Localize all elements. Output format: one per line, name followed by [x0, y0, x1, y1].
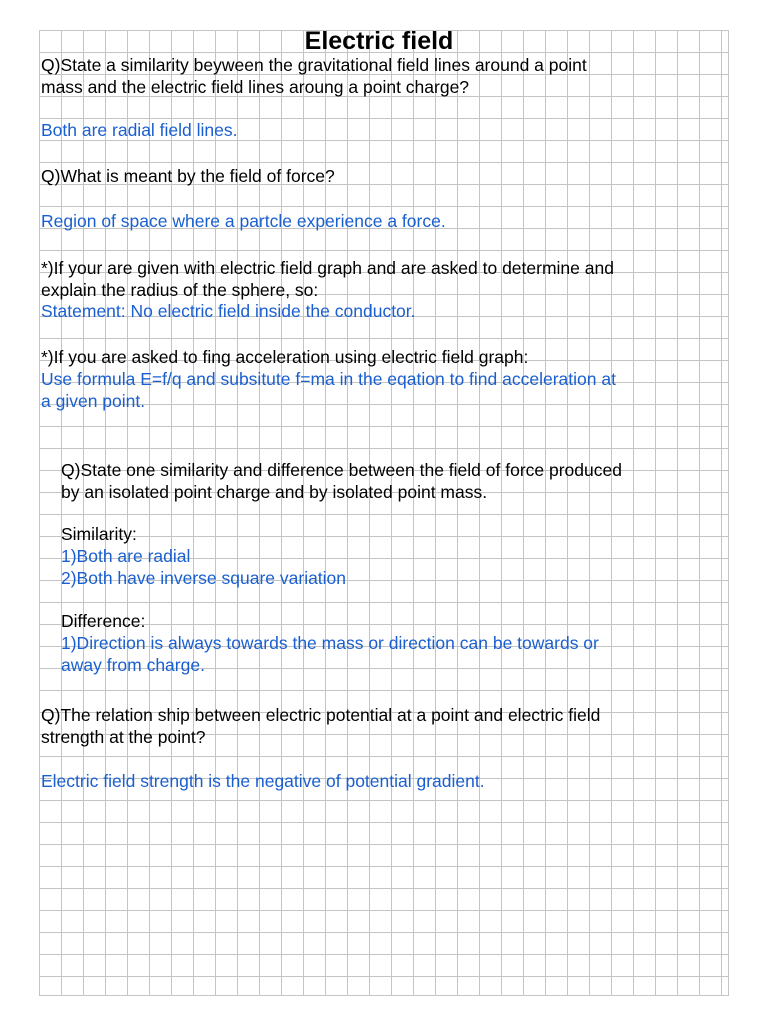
question-1-line-1: Q)State a similarity beyween the gravitational field lines around a point [41, 55, 587, 75]
page-title: Electric field [304, 27, 454, 55]
answer-6: Electric field strength is the negative of potential gradient. [41, 771, 485, 791]
question-6-line-1: Q)The relation ship between electric potential at a point and electric field [41, 705, 601, 725]
difference-1-line-1: 1)Direction is always towards the mass or direction can be towards or [61, 633, 599, 653]
answer-2: Region of space where a partcle experience a force. [41, 211, 446, 231]
similarity-1: 1)Both are radial [61, 546, 191, 566]
similarity-2: 2)Both have inverse square variation [61, 568, 347, 588]
question-3-line-2: explain the radius of the sphere, so: [41, 280, 319, 300]
answer-4-line-2: a given point. [41, 391, 146, 411]
question-3-line-1: *)If your are given with electric field graph and are asked to determine and [41, 258, 614, 278]
similarity-label: Similarity: [61, 524, 137, 544]
question-2: Q)What is meant by the field of force? [41, 166, 335, 186]
difference-1-line-2: away from charge. [61, 655, 205, 675]
question-4: *)If you are asked to fing acceleration using electric field graph: [41, 347, 529, 367]
answer-1: Both are radial field lines. [41, 120, 238, 140]
question-6-line-2: strength at the point? [41, 727, 206, 747]
question-5-line-1: Q)State one similarity and difference between the field of force produced [61, 460, 622, 480]
answer-3: Statement: No electric field inside the conductor. [41, 301, 416, 321]
answer-4-line-1: Use formula E=f/q and subsitute f=ma in the eqation to find acceleration at [41, 369, 616, 389]
difference-label: Difference: [61, 611, 146, 631]
question-5-line-2: by an isolated point charge and by isolated point mass. [61, 482, 488, 502]
question-1-line-2: mass and the electric field lines aroung a point charge? [41, 77, 470, 97]
